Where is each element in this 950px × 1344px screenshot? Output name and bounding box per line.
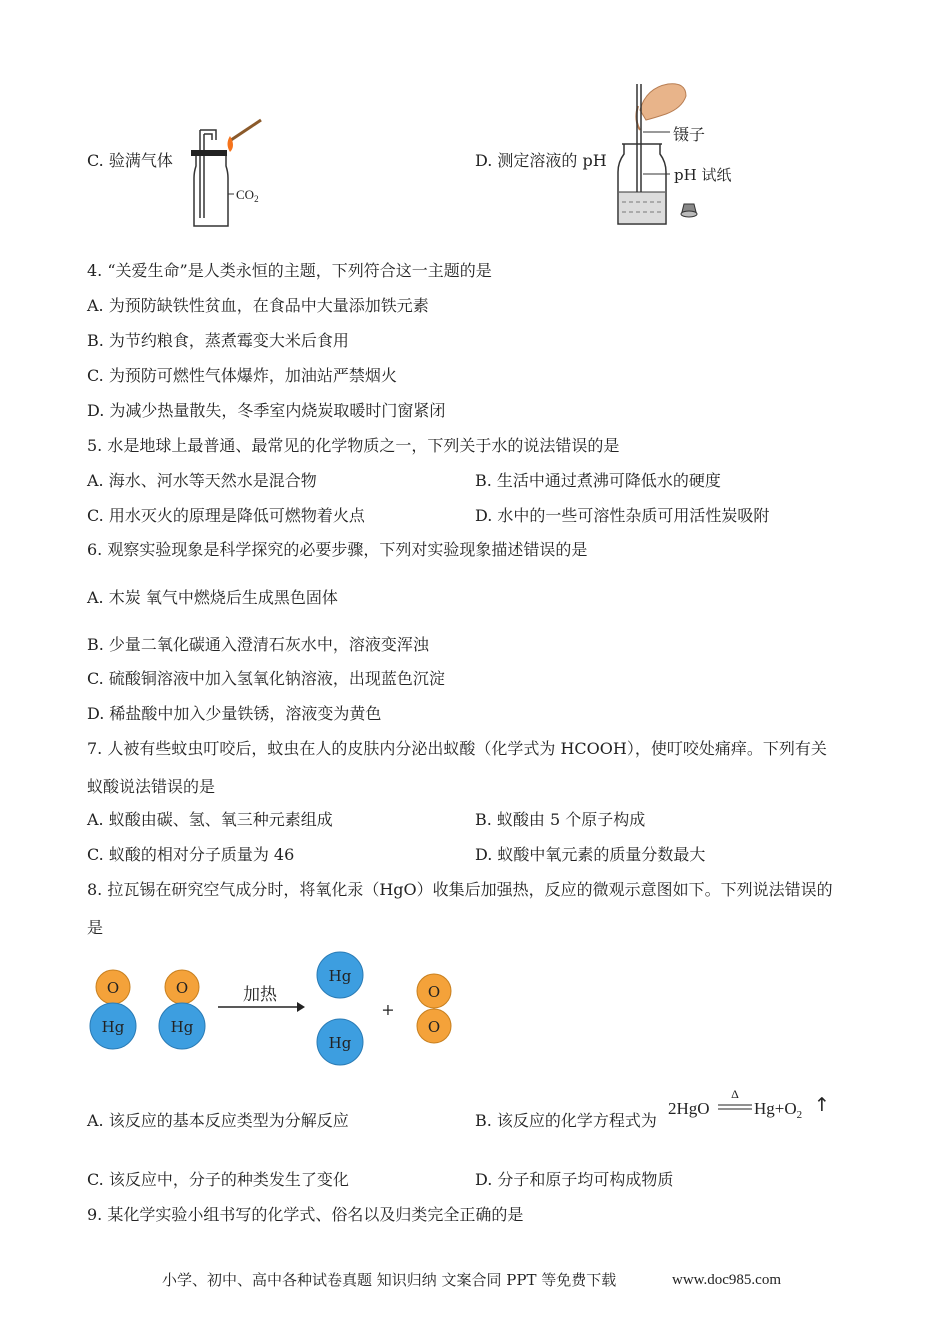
q5-option-a: A. 海水、河水等天然水是混合物 xyxy=(87,471,317,490)
q8-stem-line1: 8. 拉瓦锡在研究空气成分时，将氧化汞（HgO）收集后加强热，反应的微观示意图如下。下列说法错误的 xyxy=(87,880,833,899)
q7-stem-line1: 7. 人被有些蚊虫叮咬后，蚊虫在人的皮肤内分泌出蚁酸（化学式为 HCOOH），使叮咬处痛痒。下列有关 xyxy=(87,739,827,758)
hand-icon xyxy=(640,84,686,120)
footer-text: 小学、初中、高中各种试卷真题 知识归纳 文案合同 PPT 等免费下载 xyxy=(162,1271,617,1289)
oxygen-atom-label: O xyxy=(106,979,120,997)
option-d-label: D. 测定溶液的 pH xyxy=(475,151,607,170)
q8-option-a: A. 该反应的基本反应类型为分解反应 xyxy=(87,1111,349,1130)
gas-bottle-figure xyxy=(186,118,276,230)
arrow-head-icon xyxy=(297,1002,305,1012)
q4-stem: 4. “关爱生命”是人类永恒的主题，下列符合这一主题的是 xyxy=(87,261,492,280)
heat-label: 加热 xyxy=(243,985,277,1005)
bottle-stopper xyxy=(191,150,227,156)
q7-stem-line2: 蚁酸说法错误的是 xyxy=(87,777,216,796)
mercury-atom-label: Hg xyxy=(170,1018,194,1036)
mercury-atom-label: Hg xyxy=(328,967,352,985)
tweezers-label: 镊子 xyxy=(673,125,706,144)
co2-label: $CO_2$ xyxy=(236,187,259,204)
q8-option-c: C. 该反应中，分子的种类发生了变化 xyxy=(87,1170,349,1189)
q5-option-c: C. 用水灭火的原理是降低可燃物着火点 xyxy=(87,506,365,525)
q4-option-c: C. 为预防可燃性气体爆炸，加油站严禁烟火 xyxy=(87,366,397,385)
q5-stem: 5. 水是地球上最普通、最常见的化学物质之一，下列关于水的说法错误的是 xyxy=(87,436,620,455)
oxygen-atom-label: O xyxy=(427,1018,441,1036)
q8-option-d: D. 分子和原子均可构成物质 xyxy=(475,1170,674,1189)
q6-option-b: B. 少量二氧化碳通入澄清石灰水中，溶液变浑浊 xyxy=(87,635,429,654)
option-c-label: C. 验满气体 xyxy=(87,151,173,170)
equation-equals-sign xyxy=(718,1103,752,1111)
q7-option-b: B. 蚁酸由 5 个原子构成 xyxy=(475,810,646,829)
q4-option-a: A. 为预防缺铁性贫血，在食品中大量添加铁元素 xyxy=(87,296,429,315)
plus-sign: + xyxy=(381,1000,395,1019)
solution xyxy=(619,192,665,223)
q6-stem: 6. 观察实验现象是科学探究的必要步骤，下列对实验现象描述错误的是 xyxy=(87,540,588,559)
q6-option-c: C. 硫酸铜溶液中加入氢氧化钠溶液，出现蓝色沉淀 xyxy=(87,669,445,688)
reaction-micro-diagram xyxy=(85,950,465,1070)
gas-up-arrow-icon: ↑ xyxy=(814,1094,830,1116)
q7-option-a: A. 蚁酸由碳、氢、氧三种元素组成 xyxy=(87,810,333,829)
q7-option-d: D. 蚁酸中氧元素的质量分数最大 xyxy=(475,845,706,864)
q6-option-a: A. 木炭 氧气中燃烧后生成黑色固体 xyxy=(87,588,338,607)
q8-option-b: B. 该反应的化学方程式为 xyxy=(475,1111,657,1130)
gas-bottle xyxy=(194,156,228,226)
footer-url[interactable]: www.doc985.com xyxy=(672,1272,782,1288)
q5-option-b: B. 生活中通过煮沸可降低水的硬度 xyxy=(475,471,721,490)
equation-right: $Hg+O_2$ xyxy=(754,1099,803,1121)
q7-option-c: C. 蚁酸的相对分子质量为 46 xyxy=(87,845,295,864)
q8-stem-line2: 是 xyxy=(87,918,104,937)
ph-test-figure xyxy=(610,80,750,230)
equation-condition: Δ xyxy=(731,1087,739,1101)
oxygen-atom-label: O xyxy=(175,979,189,997)
match-stick xyxy=(231,120,261,140)
q6-option-d: D. 稀盐酸中加入少量铁锈，溶液变为黄色 xyxy=(87,704,382,723)
oxygen-atom-label: O xyxy=(427,983,441,1001)
mercury-atom-label: Hg xyxy=(101,1018,125,1036)
q4-option-b: B. 为节约粮食，蒸煮霉变大米后食用 xyxy=(87,331,349,350)
q9-stem: 9. 某化学实验小组书写的化学式、俗名以及归类完全正确的是 xyxy=(87,1205,524,1224)
equation-subscript: 2 xyxy=(796,1109,803,1121)
mercury-atom-label: Hg xyxy=(328,1034,352,1052)
q4-option-d: D. 为减少热量散失，冬季室内烧炭取暖时门窗紧闭 xyxy=(87,401,446,420)
q5-option-d: D. 水中的一些可溶性杂质可用活性炭吸附 xyxy=(475,506,770,525)
ph-paper-label: pH 试纸 xyxy=(674,166,732,184)
equation-left: 2HgO xyxy=(668,1099,710,1118)
